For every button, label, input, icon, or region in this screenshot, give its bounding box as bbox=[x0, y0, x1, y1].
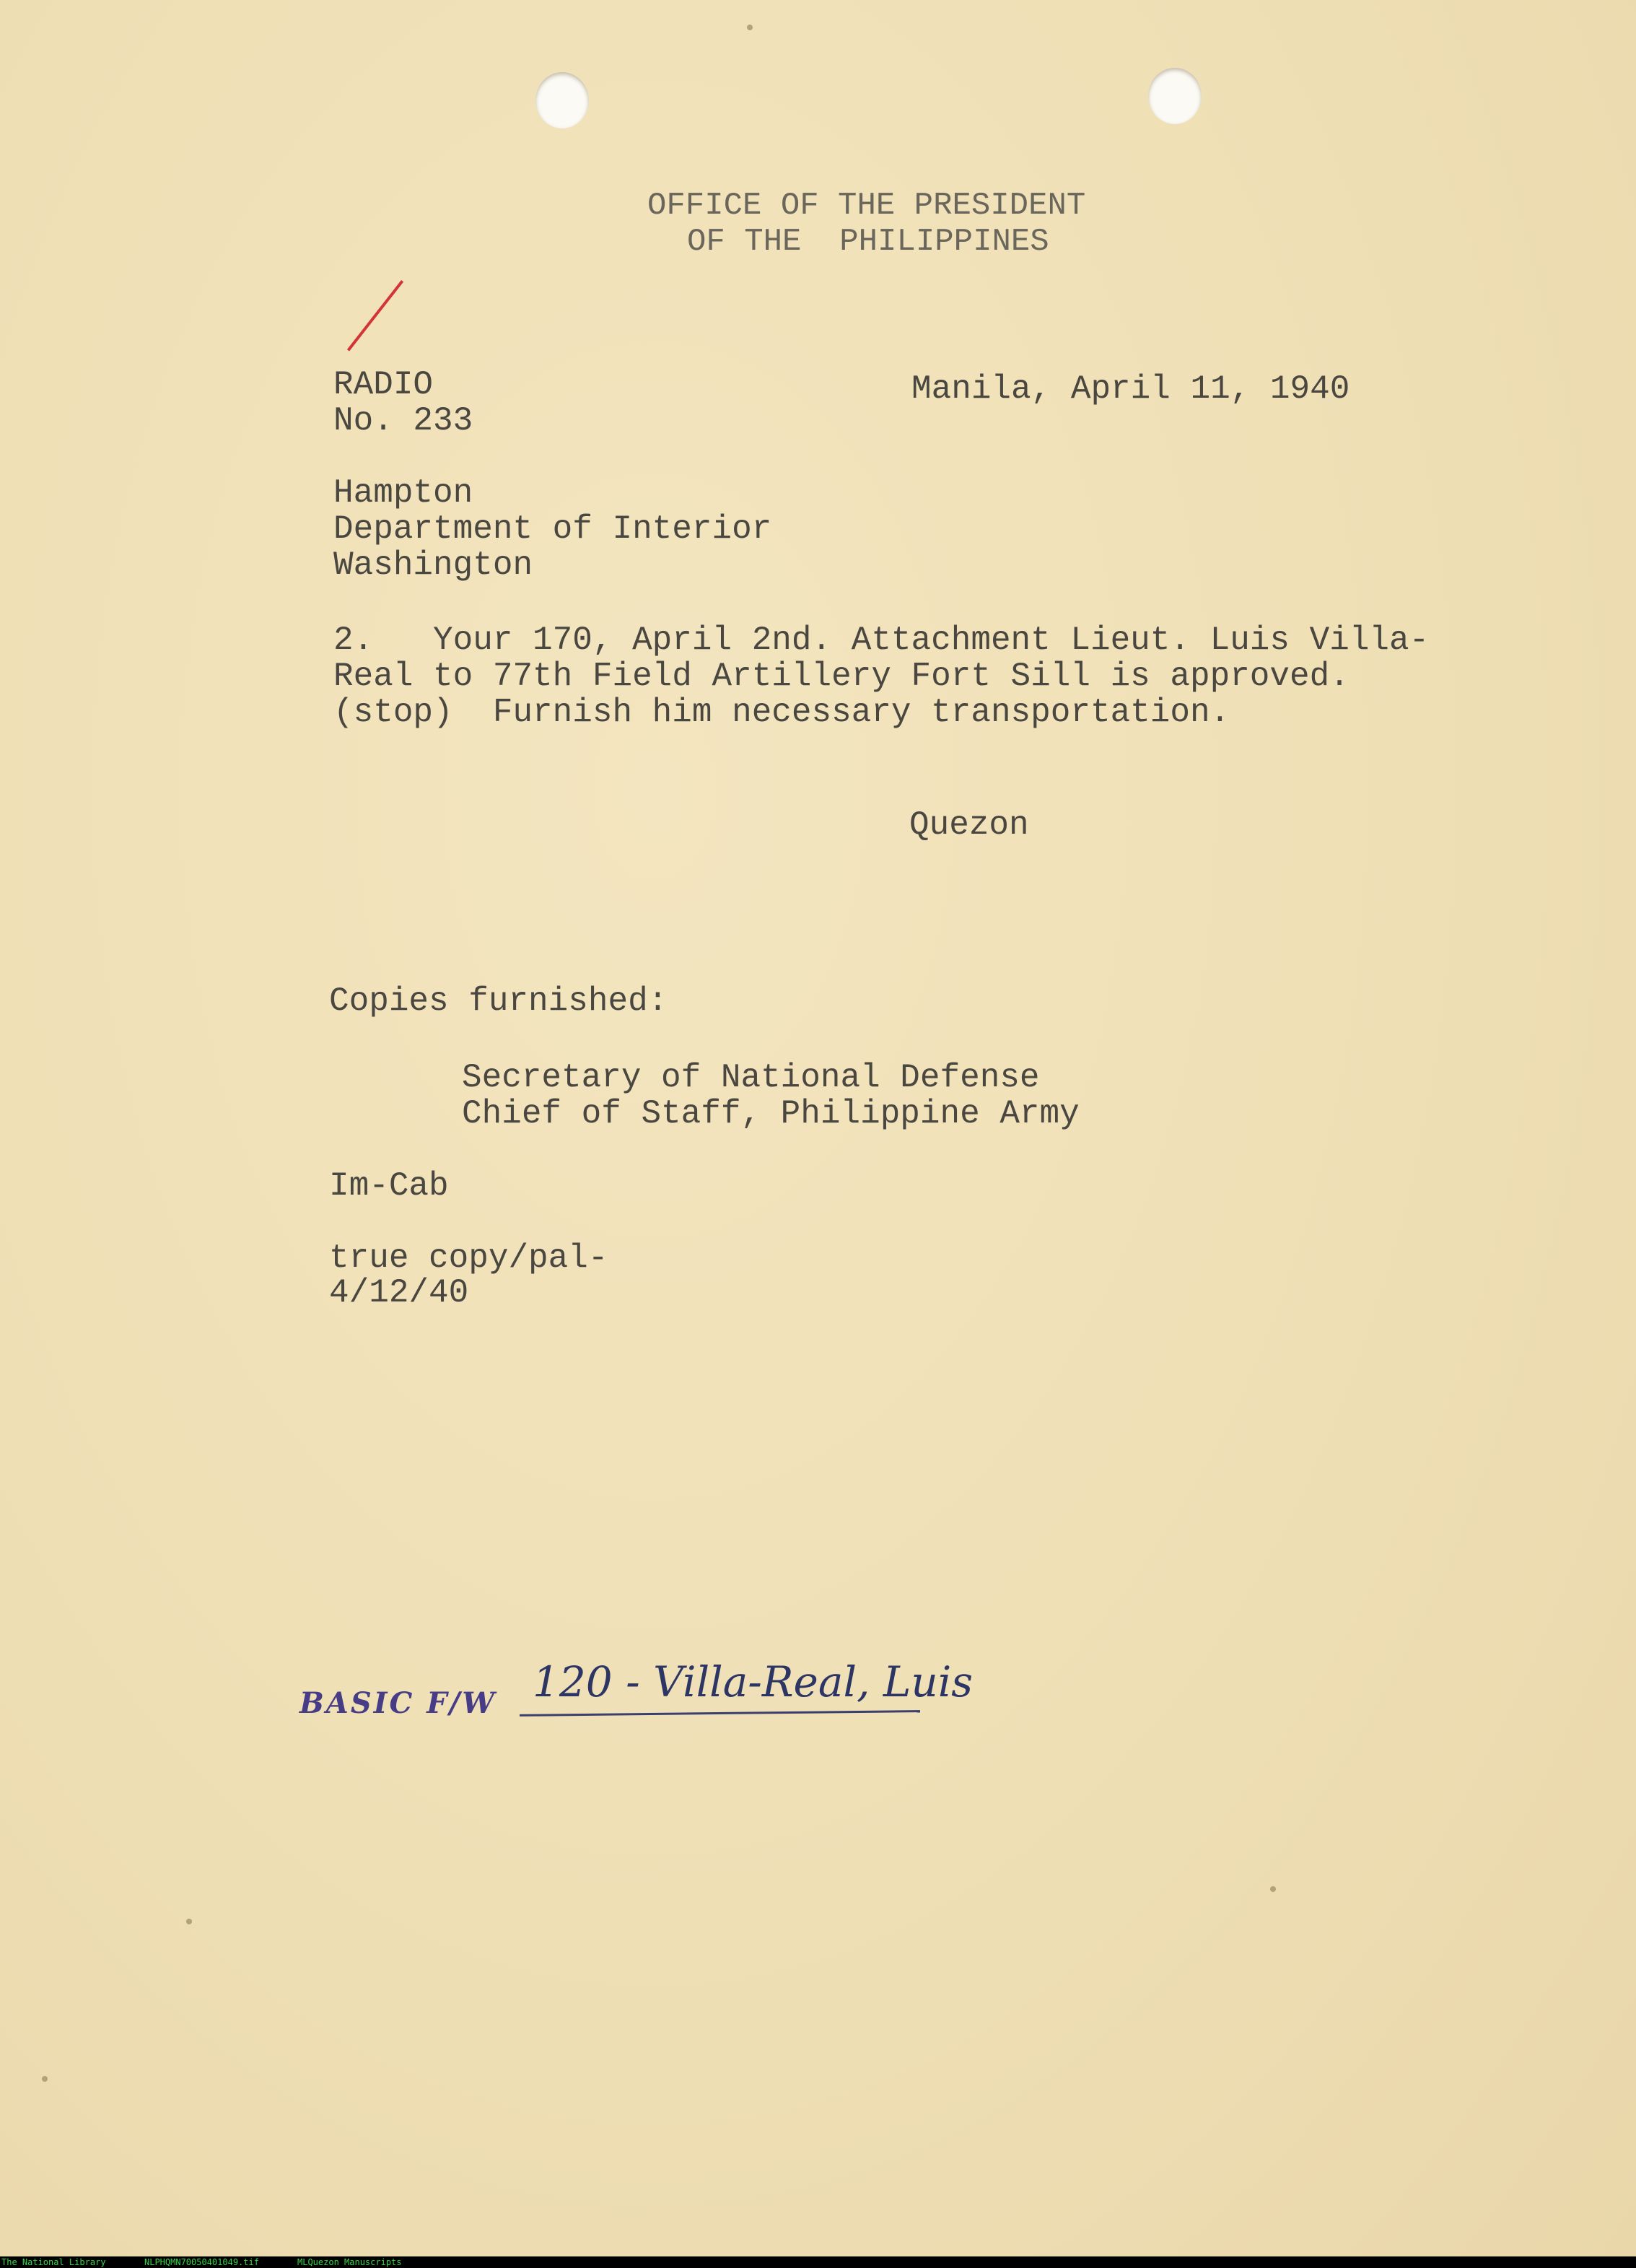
message-type: RADIO bbox=[333, 366, 434, 404]
paper-speck bbox=[747, 25, 753, 30]
letterhead-line-2: OF THE PHILIPPINES bbox=[687, 224, 1049, 260]
message-number: No. 233 bbox=[333, 402, 473, 440]
paper-speck bbox=[186, 1919, 192, 1924]
copy-recipient: Chief of Staff, Philippine Army bbox=[462, 1095, 1080, 1133]
true-copy-line-1: true copy/pal- bbox=[329, 1239, 608, 1277]
footer-filename: NLPHQMN70050401049.tif bbox=[144, 2257, 259, 2267]
letterhead-line-1: OFFICE OF THE PRESIDENT bbox=[647, 188, 1086, 224]
body-line-1: 2. Your 170, April 2nd. Attachment Lieut. Luis Villa- bbox=[333, 621, 1430, 659]
stamp-underline bbox=[520, 1710, 920, 1717]
punch-hole-left bbox=[535, 72, 589, 128]
scan-footer bbox=[0, 2256, 1636, 2268]
signature: Quezon bbox=[909, 806, 1029, 844]
footer-collection: MLQuezon Manuscripts bbox=[297, 2257, 402, 2267]
red-pencil-mark bbox=[347, 280, 403, 352]
handwritten-file-note: 120 - Villa-Real, Luis bbox=[533, 1657, 974, 1706]
body-line-2: Real to 77th Field Artillery Fort Sill is approved. bbox=[333, 658, 1350, 695]
footer-library: The National Library bbox=[1, 2257, 106, 2267]
paper-speck bbox=[1270, 1886, 1276, 1892]
recipient-name: Hampton bbox=[333, 474, 473, 512]
recipient-city: Washington bbox=[333, 546, 533, 584]
copies-heading: Copies furnished: bbox=[329, 982, 668, 1020]
punch-hole-right bbox=[1148, 68, 1202, 124]
copy-recipient: Secretary of National Defense bbox=[462, 1059, 1040, 1096]
body-line-3: (stop) Furnish him necessary transportation. bbox=[333, 694, 1230, 731]
dateline: Manila, April 11, 1940 bbox=[911, 370, 1350, 408]
recipient-department: Department of Interior bbox=[333, 510, 772, 548]
true-copy-line-2: 4/12/40 bbox=[329, 1274, 469, 1312]
paper-speck bbox=[42, 2076, 48, 2082]
initials: Im-Cab bbox=[329, 1167, 449, 1205]
file-stamp: BASIC F/W bbox=[299, 1686, 497, 1720]
